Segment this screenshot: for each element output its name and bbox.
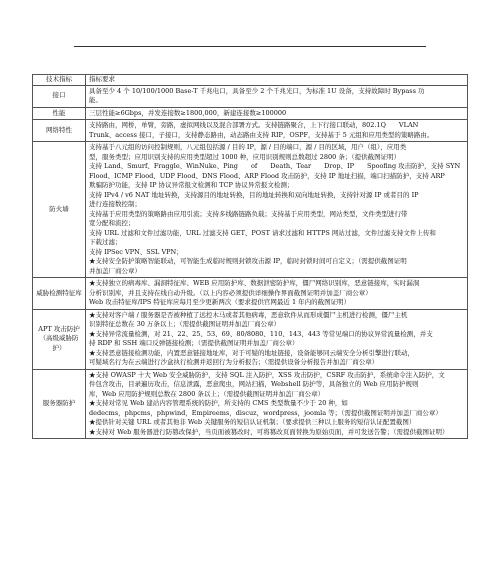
requirement-line: Trunk、access 接口，子接口，支持静态路由，动态路由支持 RIP，OSPF，支持基于 5 元组和应用类型的策略路由。 bbox=[89, 130, 434, 139]
requirement-line: 件包含攻击，目录遍历攻击，信息泄露，恶意爬虫，网站扫描，Webshell 防护等，具备独立的 Web 应用防护规则 bbox=[89, 380, 419, 388]
requirement-line: 支持 IPv4 / v6 NAT 地址转换，支持源目的地址转换，目的地址转换和双向地址转换，支持针对源 IP 或者目的 IP bbox=[89, 190, 419, 199]
table-row bbox=[33, 278, 468, 310]
header-col-indicator: 技术指标 bbox=[33, 75, 86, 86]
requirement-line: ★支持 OWASP 十大 Web 安全威胁防护，支持 SQL 注入防护，XSS 攻击防护，CSRF 攻击防护，系统命令注入防护，文 bbox=[89, 370, 445, 379]
header-rule bbox=[74, 46, 426, 47]
row-label: 防火墙 bbox=[33, 142, 86, 278]
requirement-line: ★支持对客户端 / 服务器是否被种植了远控木马或者其他病毒，恶意软件从而形成僵尸主机进行检测，僵尸主机 bbox=[89, 310, 408, 319]
row-label: 威胁检测特征库 bbox=[33, 278, 86, 310]
row-requirement bbox=[86, 85, 468, 107]
row-requirement bbox=[86, 120, 468, 142]
table-row bbox=[33, 142, 468, 278]
requirement-line: ★支持对 Web 服务器进行防篡改保护，当页面被篡改时，可将篡改页面替换为原始页面，并可发送告警；（需提供截图证明） bbox=[89, 427, 449, 436]
requirement-line: ★支持恶意链接检测功能，内置恶意链接地址库，对于可疑的地址链接，设备能够同云端安全分析引擎进行联动， bbox=[89, 348, 414, 357]
requirement-line: 并加盖厂商公章） bbox=[89, 266, 141, 275]
requirement-line: 库，Web 应用防护规则总数在 2800 条以上；（需提供截图证明并加盖厂商公章） bbox=[89, 389, 325, 398]
requirement-line: 支持 Land、Smurf、Fraggle、WinNuke、Ping of Death、Tear Drop、IP Spoofing 攻击防护，支持 SYN bbox=[89, 162, 461, 170]
requirement-line: ★支持独立的病毒库、漏洞特征库、WEB 应用防护库、数据泄密防护库，僵尸网络识别库，恶意链接库，实时漏洞 bbox=[89, 279, 420, 287]
requirement-line: ★支持对常见 Web 建站内容管理系统的防护，所支持的 CMS 类型数量不少于 20 种，如 bbox=[89, 399, 348, 407]
row-label: 网络特性 bbox=[33, 120, 86, 142]
spec-table bbox=[32, 74, 468, 439]
table-row bbox=[33, 85, 468, 107]
row-label: 性能 bbox=[33, 107, 86, 120]
requirement-line: 能。 bbox=[89, 96, 102, 104]
requirement-line: dedecms，phpcms，phpwind，Empireems，discuz，wordpress，joomla 等；（需提供截图证明并加盖厂商公章） bbox=[89, 408, 442, 417]
requirement-line: 宽分配和流控； bbox=[89, 219, 135, 227]
row-label: 接口 bbox=[33, 85, 86, 107]
requirement-line: 三层性能≥6Gbps，并发连接数≥1800,000，新建连接数≥100000 bbox=[89, 108, 287, 117]
table-row bbox=[33, 369, 468, 439]
row-requirement bbox=[86, 309, 468, 369]
requirement-line: 支持路由，网桥，单臂，旁路，虚拟网线以及混合部署方式。支持链路聚合，上下行接口联动，802.1Q VLAN bbox=[89, 121, 419, 129]
requirement-line: 分析识别库，并且支持在线自动升级。（以上内容必须提供详细操作界面截图证明并加盖厂商公章） bbox=[89, 288, 372, 297]
requirement-line: 支持基于应用类型的策略路由应用引流；支持多线路链路负载；支持基于应用类型，网站类型，文件类型进行带 bbox=[89, 209, 408, 218]
table-row bbox=[33, 120, 468, 142]
row-requirement bbox=[86, 142, 468, 278]
table-row bbox=[33, 107, 468, 120]
requirement-line: 支持 IPSec VPN、SSL VPN； bbox=[89, 247, 183, 256]
requirement-line: 可疑域名行为在云端进行沙盒执行检测并返回行为分析报告；（需提供设备分析报告并加盖厂商公章） bbox=[89, 358, 379, 366]
table-header-row bbox=[33, 75, 468, 86]
requirement-line: ★支持异常流量检测，对 21、22、25、53、69、80/8080、110、143、443 等常见端口的协议异常流量检测，并支 bbox=[89, 329, 433, 338]
requirement-line: Web 攻击特征库/IPS 特征库应每月至少更新两次（要求提供官网最近 1 年内的截图证明） bbox=[89, 298, 351, 306]
table-row bbox=[33, 309, 468, 369]
row-requirement bbox=[86, 107, 468, 120]
requirement-line: 具备至少 4 个 10/100/1000 Base-T 千兆电口，具备至少 2 个千兆光口，为标准 1U 设备，支持故障时 Bypass 功 bbox=[89, 86, 425, 95]
requirement-line: 型，服务类型；应用识别支持的应用类型超过 1000 种，应用识别规则总数超过 2800 条；（提供截图证明） bbox=[89, 152, 401, 161]
row-requirement bbox=[86, 369, 468, 439]
requirement-line: 下载过滤； bbox=[89, 238, 122, 246]
row-label: 服务器防护 bbox=[33, 369, 86, 439]
requirement-line: 支持基于八元组的访问控制规则，八元组包括源 / 目的 IP，源 / 目的端口，源 / 目的区域，用户（组），应用类 bbox=[89, 143, 407, 151]
requirement-line: 支持 URL 过滤和文件过滤功能，URL 过滤支持 GET、POST 请求过滤和 HTTPS 网站过滤，文件过滤支持文件上传和 bbox=[89, 228, 436, 237]
row-label: APT 攻击防护 （高级威胁防护） bbox=[33, 309, 86, 369]
requirement-line: 欺骗防护功能，支持 IP 协议异常报文检测和 TCP 协议异常报文检测； bbox=[89, 181, 294, 189]
requirement-line: ★支持安全防护策略智能联动，可智能生成临时规则封锁攻击源 IP，临时封锁时间可自定义；（需提供截图证明 bbox=[89, 257, 407, 265]
row-requirement bbox=[86, 278, 468, 310]
header-col-requirement: 指标要求 bbox=[86, 75, 468, 86]
requirement-line: 进行连接数控制； bbox=[89, 200, 141, 208]
requirement-line: 持 RDP 和 SSH 端口反弹链接检测；（需提供截图证明并加盖厂商公章） bbox=[89, 339, 299, 347]
requirement-line: 识别特征总数在 30 万条以上；（需提供截图证明并加盖厂商公章） bbox=[89, 320, 281, 328]
requirement-line: ★提供针对关键 URL 或者其他非 Web 关键服务的短信认证机制；（要求提供三种以上服务的短信认证配置截图） bbox=[89, 418, 416, 426]
requirement-line: Flood、ICMP Flood、UDP Flood、DNS Flood、ARP Flood 攻击防护，支持 IP 地址扫描，端口扫描防护，支持 ARP bbox=[89, 171, 445, 180]
